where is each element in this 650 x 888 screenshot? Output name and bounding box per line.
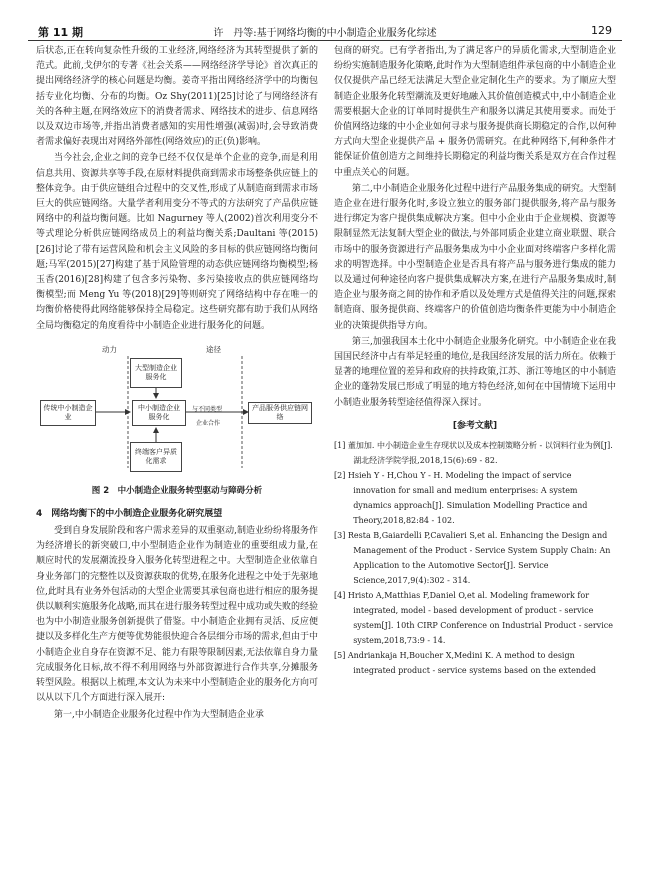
reference-item: [4] Hristo A,Matthias F,Daniel O,et al. Modeling framework for integrated, model - based development of product - service system[J]. 10th CIRP Conference on Industrial Product - service system,2018,73:9 - 14. — [334, 591, 613, 646]
issue-number: 第 11 期 — [38, 26, 83, 39]
paragraph: 第三,加强我国本土化中小制造企业服务化研究。中小制造企业在我国国民经济中占有举足轻重的地位,是我国经济发展的活力所在。依赖于显著的地理位置的差异和政府的扶持政策,江苏、浙江等地区的中小制造企业的蓬勃发展已形成了明显的地方特色经济,如何在中国情境下运用中小制造业服务转型途径值得深入探讨。 — [334, 336, 616, 408]
path-label: 途径 — [206, 344, 221, 354]
reference-item: [3] Resta B,Gaiardelli P,Cavalieri S,et al. Enhancing the Design and Management of the Product - Service System Supply Chain: An Application to the Automotive Sector[J]. Service Science,2017,9(4):302 - 314. — [334, 531, 611, 586]
paragraph: 第一,中小制造企业服务化过程中作为大型制造企业承 — [54, 709, 264, 720]
header-rule — [28, 40, 622, 41]
paragraph: 包商的研究。已有学者指出,为了满足客户的异质化需求,大型制造企业纷纷实施制造服务化策略,此时作为大型制造组件承包商的中小制造企业仅仅提供产品已经无法满足大型企业定制化生产的要求。为了顺应大型制造企业服务化转型潮流及更好地融入其价值创造模式中,中小制造企业需要根据大企业的订单同时提供生产和服务以满足其使用要求。而处于价值网络边缘的中小企业如何寻求与服务提供商长期稳定的合作,以何种方式向大型企业提供产品 + 服务仍需研究。在此种网络下,何种条件才能保证价值创造方之间维持长期稳定的利益均衡关系是双方在合作过程中重点关心的问题。 — [334, 46, 616, 178]
figure-2 — [36, 340, 318, 480]
paragraph: 第二,中小制造企业服务化过程中进行产品服务集成的研究。大型制造企业在进行服务化时,多设立独立的服务部门提供服务,将产品与服务进行绑定为客户提供集成解决方案。但中小企业由于企业规模、资源等限制显然无法复制大型企业的做法,与外部同质企业建立商业联盟、联合市场中的服务资源进行产品服务集成为中小企业面对终端客户多样化需求的明智选择。中小型制造企业是否具有将产品与服务进行集成的能力以及通过何种途径向客户提供集成解决方案,在进行产品服务集成时,制造企业与服务商之间的协作和矛盾以及处理方式是值得关注的问题,探索制造商、服务提供商、终端客户的价值创造均衡条件更能为中小制造企业的决策提供指导方向。 — [334, 183, 616, 331]
figure-caption: 图 2 中小制造企业服务转型驱动与障碍分析 — [91, 485, 263, 496]
paragraph: 当今社会,企业之间的竞争已经不仅仅是单个企业的竞争,而是利用信息共用、资源共享等手段,在原材料提供商到需求市场整条供应链上的整体竞争。由于供应链组合过程中的交叉性,形成了从制造商到需求市场巨大的供应链网络。大量学者利用变分不等式的方法研究了产品供应链网络中的利益均衡问题。比如 Nagurney 等人(2002)首次利用变分不等式理论分析供应链网络成员上的利益均衡关系;Daultani 等(2015)[26]讨论了带有运营风险和机会主义风险的多目标的供应链网络均衡问题;马军(2015)[27]构建了基于风险管理的动态供应链网络均衡模型;杨玉香(2016)[28]构建了包含多污染物、多污染接收点的供应链网络均衡模型;而 Meng Yu 等(2018)[29]等则研究了网络结构中存在唯一的均衡价格使得此网络能够保持全局稳定。这些研究都有助于我们从网络全局均衡稳定的角度看待中小制造企业进行服务化的问题。 — [36, 153, 318, 331]
paragraph: 受到自身发展阶段和客户需求差异的双重驱动,制造业纷纷将服务作为经济增长的新突破口,中小型制造企业作为制造业的重要组成力量,在顺应时代的发展潮流投身入服务化转型进程之中。大型制造企业依靠自身业务部门的完整性以及资源获取的优势,在服务化进程之中处于先驱地位,此时具有业务外包活动的大型企业需要其承包商也进行相应的服务提供以顺利实施服务化战略,而其在进行服务转型过程中成功或失败的经验也为中小制造业服务创新提供了借鉴。中小制造企业拥有灵活、反应便捷以及多样化生产方便等优势能很快迎合各层细分市场的需求,但由于中小制造企业自身存在资源不足、能力有限等限制因素,无法依靠自身力量完成服务化日标,故不得不利用网络与外部资源进行合作共享,分摊服务转型风险。根据以上梳理,本文认为未来中小型制造企业的服务化方向可以从以下几个方面进行深入展开: — [36, 526, 318, 704]
customer-demand-box: 终端客户异质化需求 — [130, 442, 182, 472]
references-heading: [参考文献] — [452, 420, 498, 431]
driver-label: 动力 — [102, 344, 117, 354]
supply-chain-network-box: 产品服务供应链网络 — [248, 402, 312, 424]
arrow-label-top: 与不同类型 — [192, 405, 223, 413]
right-column — [334, 44, 616, 678]
section-heading: 4 网络均衡下的中小制造企业服务化研究展望 — [36, 509, 223, 520]
page-header — [28, 24, 622, 38]
sme-servitization-box: 中小制造企业服务化 — [132, 400, 186, 426]
reference-item: [1] 董加加. 中小制造企业生存现状以及成本控制策略分析 - 以饲料行业为例[J]. 湖北经济学院学报,2018,15(6):69 - 82. — [334, 441, 613, 466]
page-number: 129 — [591, 24, 612, 37]
reference-item: [2] Hsieh Y - H,Chou Y - H. Modeling the impact of service innovation for small and medium enterprises: A system dynamics approach[J]. Simulation Modelling Practice and Theory,2018,82:84 - 102. — [334, 471, 588, 526]
reference-item: [5] Andriankaja H,Boucher X,Medini K. A method to design integrated product - service systems based on the extended — [334, 651, 596, 676]
left-column — [36, 44, 318, 723]
large-enterprise-servitization-box: 大型制造企业服务化 — [130, 358, 182, 388]
traditional-sme-box: 传统中小制造企业 — [40, 400, 96, 426]
paragraph: 后状态,正在转向复杂性升级的工业经济,网络经济为其转型提供了新的范式。此前,戈伊尔的专著《社会关系——网络经济学导论》首次真正的提出网络经济学的核心问题是均衡。姜奇平指出网络经济学中的均衡包括专业化均衡、分布的均衡。Oz Shy(2011)[25]讨论了与网络经济有关的各种主题,在网络效应下的消费者需求、网络技术的进步、信息网络以及双边市场等,并指出消费者感知的实用性增强(减弱)时,会导致消费者需求偏好表现出对网络外部性(网络效应)的正(负)影响。 — [36, 46, 318, 148]
running-title: 许 丹等:基于网络均衡的中小制造企业服务化综述 — [213, 28, 437, 39]
arrow-label-bottom: 企业合作 — [196, 419, 221, 427]
